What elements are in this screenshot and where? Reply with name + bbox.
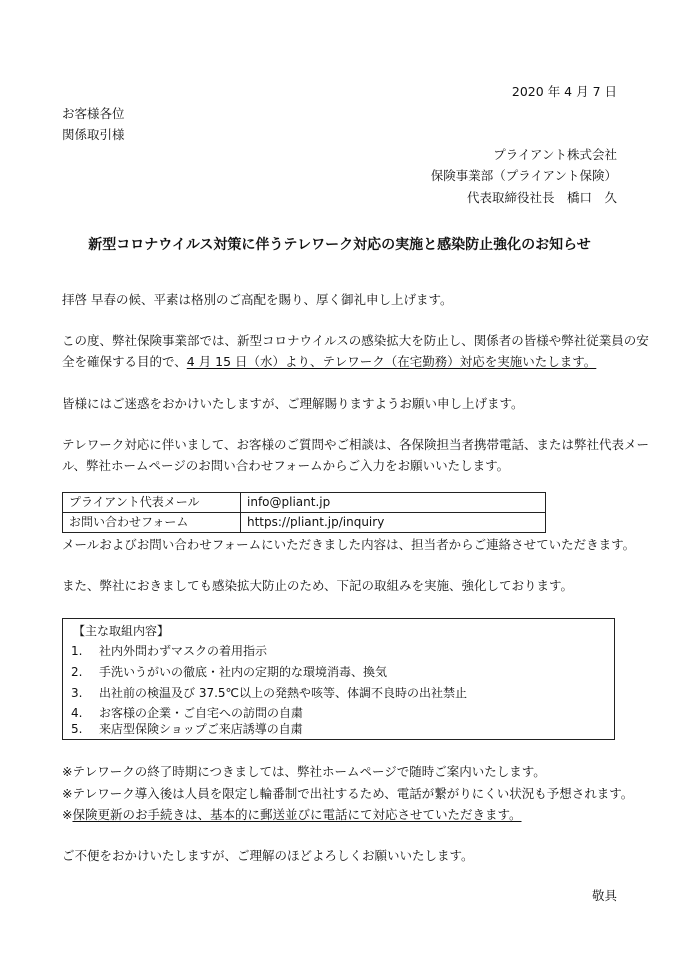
sender-company: プライアント株式会社 bbox=[493, 147, 617, 162]
measures-intro: また、弊社におきましても感染拡大防止のため、下記の取組みを実施、強化しております。 bbox=[62, 578, 574, 593]
contact-table bbox=[62, 492, 546, 533]
notice-title: 新型コロナウイルス対策に伴うテレワーク対応の実施と感染防止強化のお知らせ bbox=[88, 237, 591, 253]
note-insurance-renewal bbox=[62, 807, 522, 824]
note-mark: ※ bbox=[62, 807, 73, 822]
list-item-text: 社内外問わずマスクの着用指示 bbox=[99, 644, 268, 658]
para2: 皆様にはご迷惑をおかけいたしますが、ご理解賜りますようお願い申し上げます。 bbox=[62, 396, 524, 411]
para1-line1: この度、弊社保険事業部では、新型コロナウイルスの感染拡大を防止し、関係者の皆様や弊社従業員の安 bbox=[62, 333, 649, 348]
list-item-number: 2. bbox=[71, 665, 83, 679]
para1-line2 bbox=[62, 354, 596, 371]
list-item-text: 手洗いうがいの徹底・社内の定期的な環境消毒、換気 bbox=[99, 665, 388, 679]
closing: ご不便をおかけいたしますが、ご理解のほどよろしくお願いいたします。 bbox=[62, 848, 474, 863]
measures-title: 【主な取組内容】 bbox=[73, 624, 170, 638]
note-rotation: ※テレワーク導入後は人員を限定し輪番制で出社するため、電話が繋がりにくい状況も予想されます。 bbox=[62, 786, 634, 801]
list-item bbox=[71, 664, 387, 680]
sender-division: 保険事業部（プライアント保険） bbox=[430, 168, 617, 183]
list-item bbox=[71, 705, 303, 721]
contact-label: プライアント代表メール bbox=[63, 493, 241, 513]
after-table-note: メールおよびお問い合わせフォームにいただきました内容は、担当者からご連絡させていただきます。 bbox=[62, 537, 636, 552]
contact-label: お問い合わせフォーム bbox=[63, 513, 241, 533]
renewal-procedure-text: 保険更新のお手続きは、基本的に郵送並びに電話にて対応させていただきます。 bbox=[72, 807, 522, 822]
measures-box bbox=[62, 618, 615, 740]
recipient-customers: お客様各位 bbox=[62, 106, 125, 121]
list-item-number: 1. bbox=[71, 644, 83, 658]
contact-email[interactable]: info@pliant.jp bbox=[241, 493, 546, 513]
list-item bbox=[71, 643, 267, 659]
letter-date: 2020 年 4 月 7 日 bbox=[511, 84, 617, 99]
list-item-number: 5. bbox=[71, 722, 83, 736]
list-item-number: 3. bbox=[71, 686, 83, 700]
list-item bbox=[71, 721, 303, 737]
list-item-text: 出社前の検温及び 37.5℃以上の発熱や咳等、体調不良時の出社禁止 bbox=[99, 686, 468, 700]
contact-form-url[interactable]: https://pliant.jp/inquiry bbox=[241, 513, 546, 533]
table-row bbox=[63, 493, 546, 513]
para1-line2-prefix: 全を確保する目的で、 bbox=[62, 354, 187, 369]
note-telework-end: ※テレワークの終了時期につきましては、弊社ホームページで随時ご案内いたします。 bbox=[62, 764, 546, 779]
list-item bbox=[71, 685, 467, 701]
telework-start-notice: 4 月 15 日（水）より、テレワーク（在宅勤務）対応を実施いたします。 bbox=[186, 354, 597, 369]
table-row bbox=[63, 513, 546, 533]
sender-representative: 代表取締役社長 橋口 久 bbox=[466, 190, 617, 205]
list-item-text: 来店型保険ショップご来店誘導の自粛 bbox=[99, 722, 303, 736]
greeting: 拝啓 早春の候、平素は格別のご高配を賜り、厚く御礼申し上げます。 bbox=[62, 292, 453, 307]
sign-off: 敬具 bbox=[591, 888, 617, 903]
recipient-partners: 関係取引様 bbox=[62, 127, 125, 142]
para3-line2: ル、弊社ホームページのお問い合わせフォームからご入力をお願いいたします。 bbox=[62, 458, 510, 473]
list-item-number: 4. bbox=[71, 706, 83, 720]
list-item-text: お客様の企業・ご自宅への訪問の自粛 bbox=[99, 706, 304, 720]
para3-line1: テレワーク対応に伴いまして、お客様のご質問やご相談は、各保険担当者携帯電話、または弊社代表メー bbox=[62, 437, 650, 452]
